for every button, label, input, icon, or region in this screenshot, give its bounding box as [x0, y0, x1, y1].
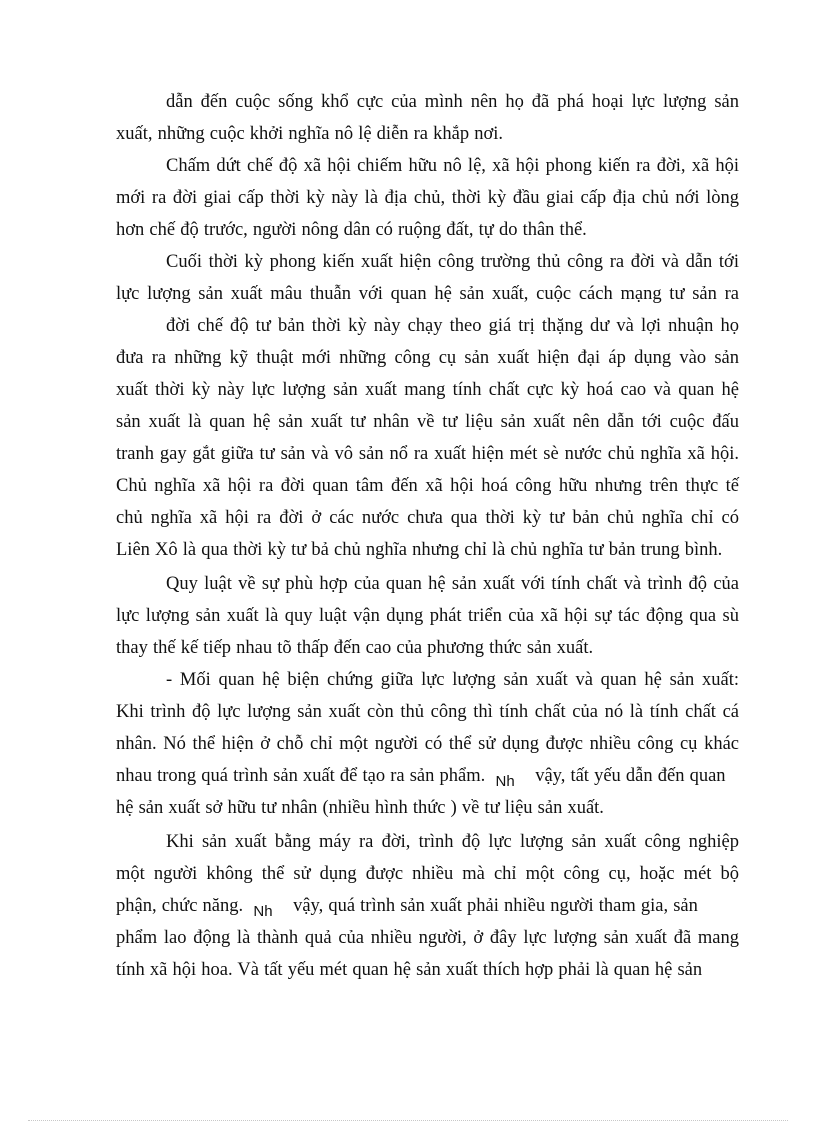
text-line: một người không thể sử dụng được nhiều mà chỉ một công cụ, hoặc mét bộ [116, 864, 739, 884]
text-line: - Mối quan hệ biện chứng giữa lực lượng sản xuất và quan hệ sản xuất: [166, 670, 739, 690]
text-line: Cuối thời kỳ phong kiến xuất hiện công trường thủ công ra đời và dẫn tới [166, 252, 739, 272]
text-line [116, 764, 739, 788]
text-line: xuất, những cuộc khởi nghĩa nô lệ diễn ra khắp nơi. [116, 124, 504, 144]
text-line: chủ nghĩa xã hội ra đời ở các nước chưa qua thời kỳ tư bản chủ nghĩa chỉ có [116, 508, 739, 528]
text-segment: nhau trong quá trình sản xuất để tạo ra sản phẩm. [116, 766, 486, 786]
small-text-fragment: Nh [495, 773, 515, 790]
text-line: thay thế kế tiếp nhau tõ thấp đến cao của phương thức sản xuất. [116, 638, 594, 658]
text-line: hơn chế độ trước, người nông dân có ruộng đất, tự do thân thể. [116, 220, 587, 240]
text-line: sản xuất là quan hệ sản xuất tư nhân về tư liệu sản xuất nên dẫn tới cuộc đấu [116, 412, 739, 432]
small-text-fragment: Nh [253, 903, 273, 920]
text-line: mới ra đời giai cấp thời kỳ này là địa chủ, thời kỳ đầu giai cấp địa chủ nới lòng [116, 188, 739, 208]
text-segment: vậy, tất yếu dẫn đến quan [535, 766, 726, 786]
text-line: phẩm lao động là thành quả của nhiều người, ở đây lực lượng sản xuất đã mang [116, 928, 739, 948]
text-line: hệ sản xuất sở hữu tư nhân (nhiều hình thức ) về tư liệu sản xuất. [116, 798, 604, 818]
text-line: lực lượng sản xuất là quy luật vận dụng phát triển của xã hội sự tác động qua sù [116, 606, 739, 626]
text-line: đưa ra những kỹ thuật mới những công cụ sản xuất hiện đại áp dụng vào sản [116, 348, 739, 368]
text-line: Chủ nghĩa xã hội ra đời quan tâm đến xã hội hoá công hữu nhưng trên thực tế [116, 476, 739, 496]
text-line: xuất thời kỳ này lực lượng sản xuất mang tính chất cực kỳ hoá cao và quan hệ [116, 380, 739, 400]
text-line: Khi sản xuất bằng máy ra đời, trình độ lực lượng sản xuất công nghiệp [166, 832, 739, 852]
text-line: đời chế độ tư bản thời kỳ này chạy theo giá trị thặng dư và lợi nhuận họ [166, 316, 739, 336]
text-line: tranh gay gắt giữa tư sản và vô sản nổ ra xuất hiện mét sè nước chủ nghĩa xã hội. [116, 444, 739, 464]
footer-rule [28, 1120, 788, 1121]
text-line: lực lượng sản xuất mâu thuẫn với quan hệ sản xuất, cuộc cách mạng tư sản ra [116, 284, 739, 304]
text-line: nhân. Nó thể hiện ở chỗ chỉ một người có thể sử dụng được nhiều công cụ khác [116, 734, 739, 754]
text-segment: vậy, quá trình sản xuất phải nhiều người tham gia, sản [293, 896, 698, 916]
text-line: Liên Xô là qua thời kỳ tư bả chủ nghĩa nhưng chỉ là chủ nghĩa tư bản trung bình. [116, 540, 723, 560]
text-line [116, 894, 739, 918]
text-line: dẫn đến cuộc sống khổ cực của mình nên họ đã phá hoại lực lượng sản [166, 92, 739, 112]
text-line: Quy luật về sự phù hợp của quan hệ sản xuất với tính chất và trình độ của [166, 574, 739, 594]
text-line: Khi trình độ lực lượng sản xuất còn thủ công thì tính chất của nó là tính chất cá [116, 702, 739, 722]
text-line: tính xã hội hoa. Và tất yếu mét quan hệ sản xuất thích hợp phải là quan hệ sản [116, 960, 703, 980]
text-line: Chấm dứt chế độ xã hội chiếm hữu nô lệ, xã hội phong kiến ra đời, xã hội [166, 156, 739, 176]
text-segment: phận, chức năng. [116, 896, 244, 916]
